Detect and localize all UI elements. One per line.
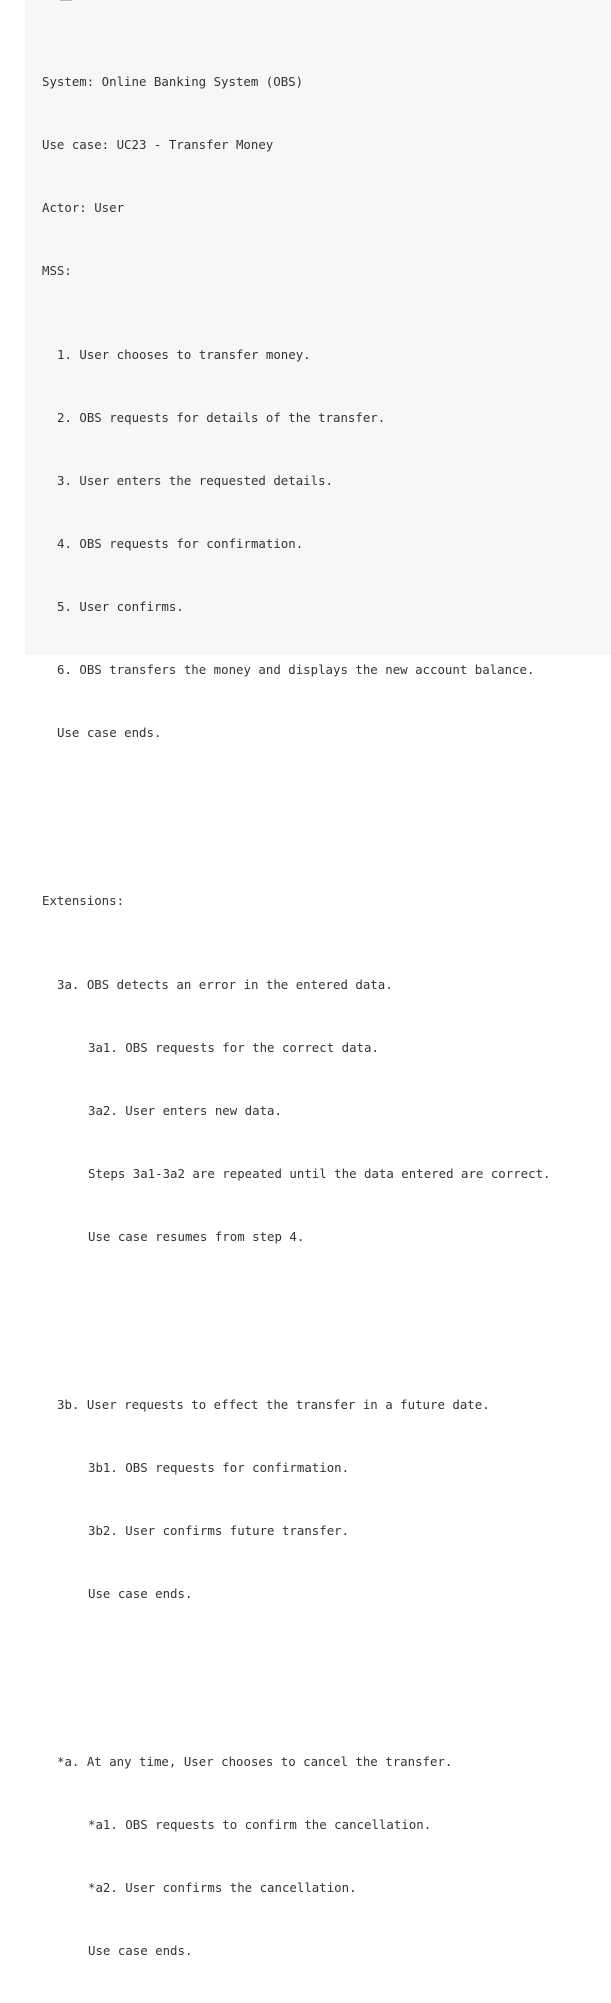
extension-3a-line-4: Use case resumes from step 4. — [88, 1229, 305, 1244]
extension-3b-line-3: Use case ends. — [88, 1586, 193, 1601]
mss-step-6: 6. OBS transfers the money and displays the new account balance. — [57, 662, 535, 677]
extension-star-a-line-3: Use case ends. — [88, 1943, 193, 1958]
extension-star-a-line-1: *a1. OBS requests to confirm the cancellation. — [88, 1817, 432, 1832]
extension-3b-line-2: 3b2. User confirms future transfer. — [88, 1523, 350, 1538]
system-line: System: Online Banking System (OBS) — [42, 74, 304, 89]
mss-step-5: 5. User confirms. — [57, 599, 184, 614]
extension-3a-line-1: 3a1. OBS requests for the correct data. — [88, 1040, 379, 1055]
mss-end: Use case ends. — [57, 725, 162, 740]
blank-line — [42, 806, 551, 827]
extension-3a-line-3: Steps 3a1-3a2 are repeated until the data entered are correct. — [88, 1166, 551, 1181]
extension-3a-line-2: 3a2. User enters new data. — [88, 1103, 282, 1118]
mss-step-3: 3. User enters the requested details. — [57, 473, 334, 488]
mss-step-1: 1. User chooses to transfer money. — [57, 347, 311, 362]
mss-label: MSS: — [42, 263, 72, 278]
extension-3a-title: 3a. OBS detects an error in the entered data. — [57, 977, 393, 992]
actor-line: Actor: User — [42, 200, 125, 215]
mss-step-2: 2. OBS requests for details of the transfer. — [57, 410, 386, 425]
extension-star-a-line-2: *a2. User confirms the cancellation. — [88, 1880, 357, 1895]
blank-line — [42, 1310, 551, 1331]
extensions-label: Extensions: — [42, 893, 125, 908]
extension-3b-title: 3b. User requests to effect the transfer in a future date. — [57, 1397, 490, 1412]
cropped-text-fragment — [60, 0, 72, 4]
mss-step-4: 4. OBS requests for confirmation. — [57, 536, 304, 551]
use-case-line: Use case: UC23 - Transfer Money — [42, 137, 274, 152]
extension-3b-line-1: 3b1. OBS requests for confirmation. — [88, 1460, 350, 1475]
use-case-code-block — [42, 29, 551, 2003]
blank-line — [42, 1667, 551, 1688]
extension-star-a-title: *a. At any time, User chooses to cancel the transfer. — [57, 1754, 453, 1769]
